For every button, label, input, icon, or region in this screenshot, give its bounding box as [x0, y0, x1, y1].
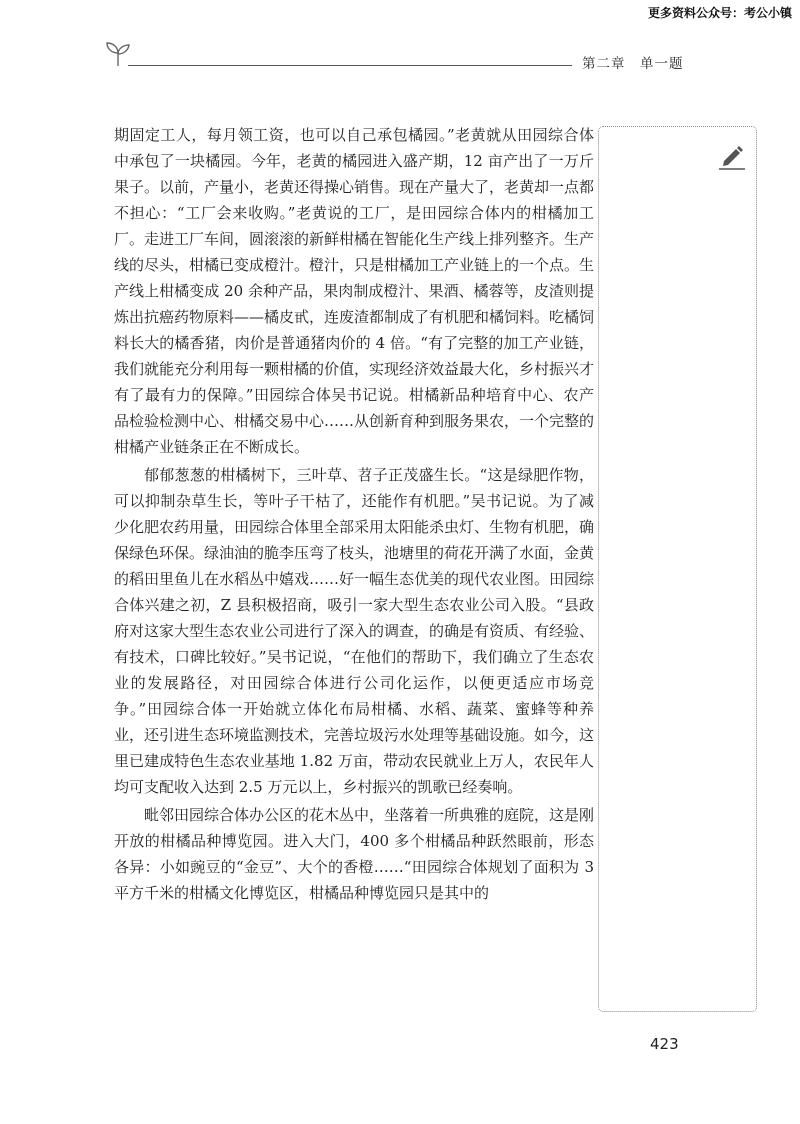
- page-number: 423: [650, 1035, 679, 1053]
- header-rule: [128, 65, 572, 66]
- watermark-text: 更多资料公众号：考公小镇: [647, 6, 792, 20]
- notes-box: [598, 126, 757, 1012]
- paragraph-continued: 期固定工人，每月领工资，也可以自己承包橘园。”老黄就从田园综合体中承包了一块橘园。今年，老黄的橘园进入盛产期，12 亩产出了一万斤果子。以前，产量小，老黄还得操心销售。现在产量大了，老黄却一点都不担心：“工厂会来收购。”老黄说的工厂，是田园综合体内的柑橘加工厂。走进工厂车间，圆滚滚的新鲜柑橘在智能化生产线上排列整齐。生产线的尽头，柑橘已变成橙汁。橙汁，只是柑橘加工产业链上的一个点。生产线上柑橘变成 20 余种产品，果肉制成橙汁、果酒、橘蓉等，皮渣则提炼出抗癌药物原料——橘皮甙，连废渣都制成了有机肥和橘饲料。吃橘饲料长大的橘香猪，肉价是普通猪肉价的 4 倍。“有了完整的加工产业链，我们就能充分利用每一颗柑橘的价值，实现经济效益最大化，乡村振兴才有了最有力的保障。”田园综合体吴书记说。柑橘新品种培育中心、农产品检验检测中心、柑橘交易中心……从创新育种到服务果农，一个完整的柑橘产业链条正在不断成长。: [114, 126, 595, 456]
- sprout-icon: [104, 40, 132, 68]
- paragraph: 郁郁葱葱的柑橘树下，三叶草、苕子正茂盛生长。“这是绿肥作物，可以抑制杂草生长，等叶子干枯了，还能作有机肥。”吴书记说。为了减少化肥农药用量，田园综合体里全部采用太阳能杀虫灯、生物有机肥，确保绿色环保。绿油油的脆李压弯了枝头，池塘里的荷花开满了水面，金黄的稻田里鱼儿在水稻丛中嬉戏……好一幅生态优美的现代农业图。田园综合体兴建之初，Z 县积极招商，吸引一家大型生态农业公司入股。“县政府对这家大型生态农业公司进行了深入的调查，的确是有资质、有经验、有技术，口碑比较好。”吴书记说，“在他们的帮助下，我们确立了生态农业的发展路径，对田园综合体进行公司化运作，以便更适应市场竞争。”田园综合体一开始就立体化布局柑橘、水稻、蔬菜、蜜蜂等种养业，还引进生态环境监测技术，完善垃圾污水处理等基础设施。如今，这里已建成特色生态农业基地 1.82 万亩，带动农民就业上万人，农民年人均可支配收入达到 2.5 万元以上，乡村振兴的凯歌已经奏响。: [114, 466, 595, 796]
- pen-icon: [716, 141, 746, 171]
- paragraph: 毗邻田园综合体办公区的花木丛中，坐落着一所典雅的庭院，这是刚开放的柑橘品种博览园。进入大门，400 多个柑橘品种跃然眼前，形态各异：小如豌豆的“金豆”、大个的香橙……“田园综合体规划了面积为 3 平方千米的柑橘文化博览区，柑橘品种博览园只是其中的: [114, 806, 595, 902]
- body-text: [114, 122, 594, 906]
- chapter-title: 第二章 单一题: [582, 56, 684, 72]
